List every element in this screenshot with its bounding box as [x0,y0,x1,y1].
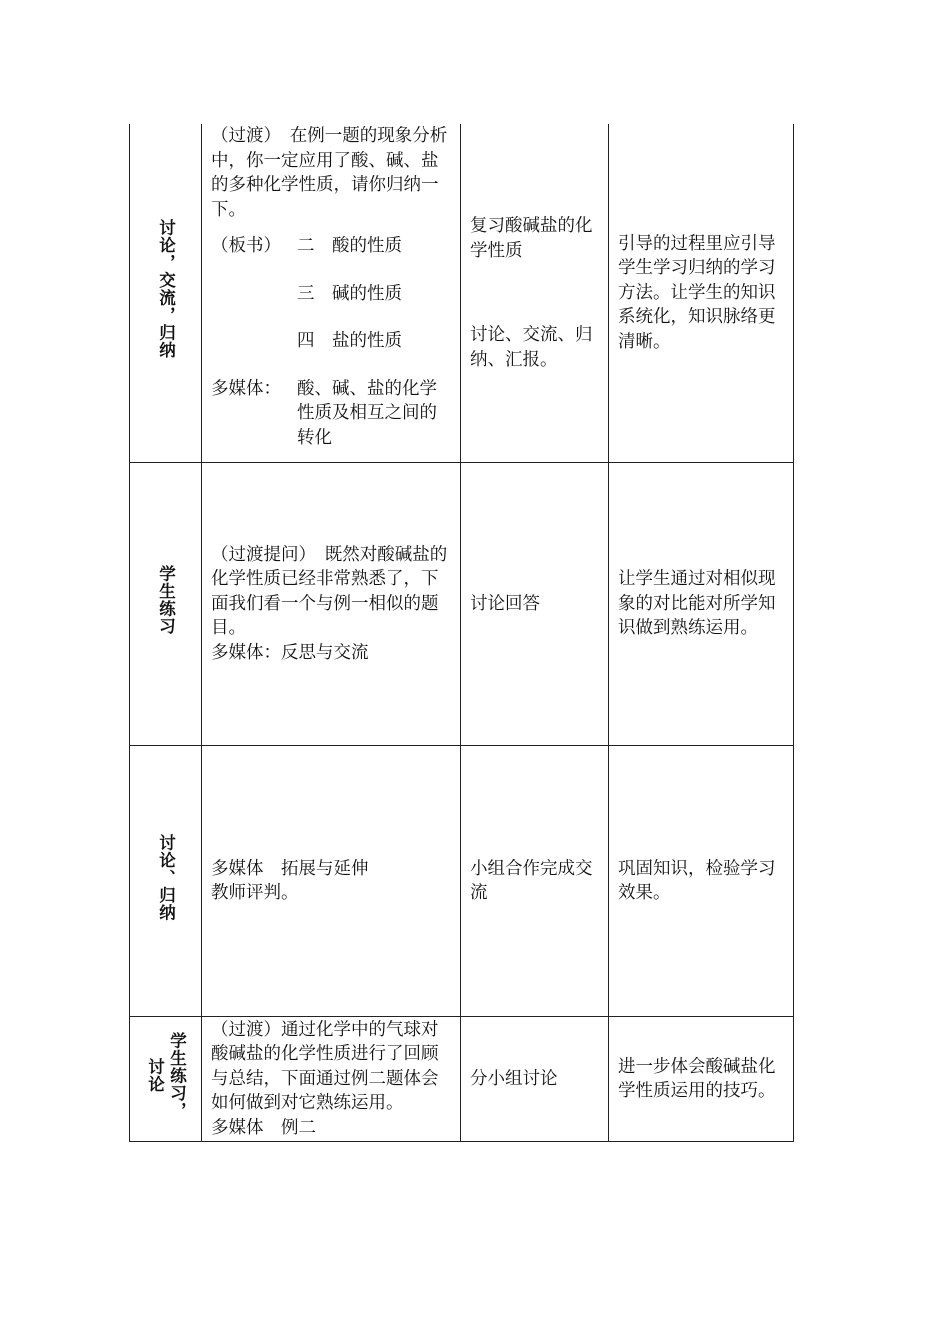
student-activity-cell [461,1017,609,1142]
media-item [211,377,452,451]
board-item [211,234,452,259]
student-activity-cell [461,746,609,1017]
stage-label: 学生练习 [156,565,176,636]
student-activity-cell [461,124,609,463]
teacher-activity-cell [202,1017,461,1142]
design-intent-text: 进一步体会酸碱盐化学性质运用的技巧。 [618,1056,776,1101]
media-text: 多媒体 例二 [211,1117,316,1138]
stage-cell [130,463,202,746]
table-row [130,746,794,1017]
table-row [130,124,794,463]
student-activity-text: 讨论回答 [470,593,540,614]
media-text: 多媒体：反思与交流 [211,642,369,663]
transition-text: （过渡）通过化学中的气球对酸碱盐的化学性质进行了回顾与总结，下面通过例二题体会如何做到对它熟练运用。 [211,1019,439,1114]
media-text: 多媒体 拓展与延伸 [211,858,369,879]
design-intent-cell [609,1017,794,1142]
student-activity-text: 分小组讨论 [470,1068,558,1089]
media-label: 多媒体： [211,378,281,399]
design-intent-text: 巩固知识，检验学习效果。 [618,858,776,903]
teacher-note-text: 教师评判。 [211,883,299,903]
stage-cell [130,746,202,1017]
board-item-text: 二 酸的性质 [297,236,402,256]
board-item-text: 三 碱的性质 [297,283,402,304]
media-text: 酸、碱、盐的化学性质及相互之间的转化 [297,378,437,448]
lesson-plan-table [129,124,794,1142]
stage-cell [130,124,202,463]
stage-label: 讨论、归纳 [156,833,176,921]
teacher-activity-cell [202,124,461,463]
student-activity-text: 讨论、交流、归纳、汇报。 [470,325,593,370]
stage-label: 学生练习，讨论 [145,1031,187,1119]
teacher-activity-cell [202,463,461,746]
table-row [130,1017,794,1142]
design-intent-cell [609,124,794,463]
table-row [130,463,794,746]
design-intent-text: 引导的过程里应引导学生学习归纳的学习方法。让学生的知识系统化，知识脉络更清晰。 [618,233,776,352]
stage-label: 讨论，交流，归纳 [156,219,176,360]
board-item-text: 四 盐的性质 [297,331,402,351]
teacher-activity-cell [202,746,461,1017]
board-label: （板书） [211,236,281,256]
student-activity-text: 复习酸碱盐的化学性质 [470,216,593,261]
student-activity-cell [461,463,609,746]
stage-cell [130,1017,202,1142]
design-intent-cell [609,746,794,1017]
student-activity-text: 小组合作完成交流 [470,858,593,903]
transition-text: （过渡提问） 既然对酸碱盐的化学性质已经非常熟悉了，下面我们看一个与例一相似的题目。 [211,544,448,639]
design-intent-text: 让学生通过对相似现象的对比能对所学知识做到熟练运用。 [618,569,776,639]
transition-text: （过渡） 在例一题的现象分析中，你一定应用了酸、碱、盐的多种化学性质，请你归纳一下。 [211,126,448,220]
design-intent-cell [609,463,794,746]
